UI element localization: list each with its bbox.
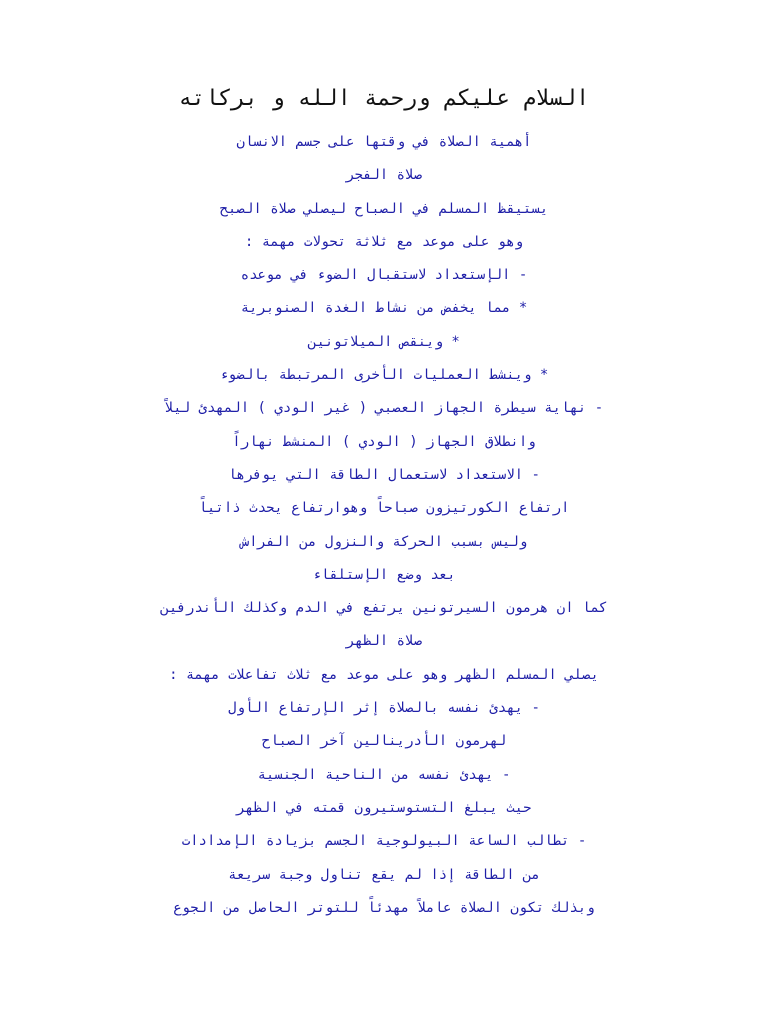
text-line-12: ارتفاع الكورتيزون صباحاً وهوارتفاع يحدث ذاتياً bbox=[198, 500, 570, 517]
text-line-14: بعد وضع الإستلقاء bbox=[312, 566, 456, 583]
text-line-19: لهرمون الأدرينالين آخر الصباح bbox=[261, 733, 507, 750]
text-line-20: - يهدئ نفسه من الناحية الجنسية bbox=[257, 766, 511, 783]
text-line-15: كما ان هرمون السيرتونين يرتفع في الدم وكذلك الأندرفين bbox=[160, 600, 608, 617]
text-line-9: - نهاية سيطرة الجهاز العصبي ( غير الودي ) المهدئ ليلاً bbox=[164, 400, 604, 417]
text-line-4: وهو على موعد مع ثلاثة تحولات مهمة : bbox=[244, 233, 524, 250]
text-line-13: وليس بسبب الحركة والنزول من الفراش bbox=[240, 533, 528, 550]
text-line-8: * وينشط العمليات الأخرى المرتبطة بالضوء bbox=[219, 367, 549, 384]
text-line-24: وبذلك تكون الصلاة عاملاً مهدئاً للتوتر الحاصل من الجوع bbox=[173, 899, 595, 916]
text-line-10: وانطلاق الجهاز ( الودي ) المنشط نهاراً bbox=[232, 433, 536, 450]
text-line-7: * وينقص الميلاتونين bbox=[308, 333, 460, 350]
text-line-11: - الاستعداد لاستعمال الطاقة التي يوفرها bbox=[228, 466, 540, 483]
text-line-3: يستيقظ المسلم في الصباح ليصلي صلاة الصبح bbox=[219, 200, 549, 217]
text-line-22: - تطالب الساعة البيولوجية الجسم بزيادة الإمدادات bbox=[181, 833, 587, 850]
text-line-23: من الطاقة إذا لم يقع تناول وجبة سريعة bbox=[228, 866, 540, 883]
document-body bbox=[0, 126, 768, 925]
text-line-16: صلاة الظهر bbox=[346, 633, 422, 650]
text-line-6: * مما يخفض من نشاط الغدة الصنوبرية bbox=[240, 300, 528, 317]
document-title: السلام عليكم ورحمة الله و بركاته bbox=[178, 86, 590, 111]
text-line-17: يصلي المسلم الظهر وهو على موعد مع ثلاث تفاعلات مهمة : bbox=[169, 666, 599, 683]
text-line-2: صلاة الفجر bbox=[346, 167, 422, 184]
text-line-1: أهمية الصلاة في وقتها على جسم الانسان bbox=[236, 134, 532, 150]
text-line-5: - الإستعداد لاستقبال الضوء في موعده bbox=[240, 267, 528, 284]
text-line-18: - يهدئ نفسه بالصلاة إثر الإرتفاع الأول bbox=[228, 700, 540, 717]
text-line-21: حيث يبلغ التستوستيرون قمته في الظهر bbox=[236, 799, 532, 816]
